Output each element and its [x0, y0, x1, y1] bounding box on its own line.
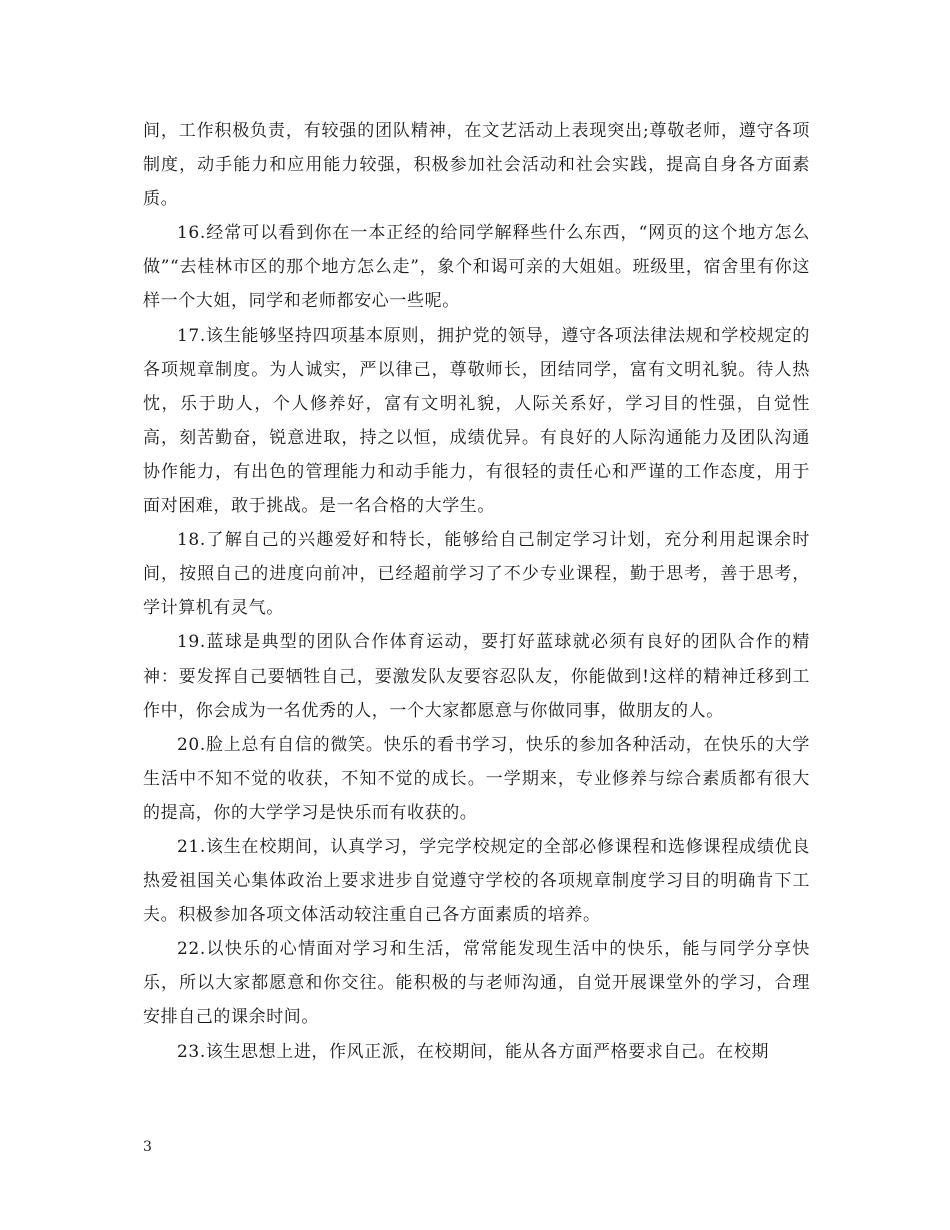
- paragraph-continuation: 间，工作积极负责，有较强的团队精神，在文艺活动上表现突出;尊敬老师，遵守各项制度，动手能力和应用能力较强，积极参加社会活动和社会实践，提高自身各方面素质。: [143, 121, 810, 210]
- paragraph-19: 19.蓝球是典型的团队合作体育运动，要打好蓝球就必须有良好的团队合作的精神：要发挥自己要牺牲自己，要激发队友要容忍队友，你能做到!这样的精神迁移到工作中，你会成为一名优秀的人，一个大家都愿意与你做同事，做朋友的人。: [143, 632, 810, 721]
- paragraph-22: 22.以快乐的心情面对学习和生活，常常能发现生活中的快乐，能与同学分享快乐，所以大家都愿意和你交往。能积极的与老师沟通，自觉开展课堂外的学习，合理安排自己的课余时间。: [143, 939, 810, 1028]
- page-number: 3: [143, 1139, 152, 1155]
- paragraph-21: 21.该生在校期间，认真学习，学完学校规定的全部必修课程和选修课程成绩优良热爱祖国关心集体政治上要求进步自觉遵守学校的各项规章制度学习目的明确肯下工夫。积极参加各项文体活动较注重自己各方面素质的培养。: [143, 836, 810, 926]
- paragraph-16: 16.经常可以看到你在一本正经的给同学解释些什么东西，“网页的这个地方怎么做”“去桂林市区的那个地方怎么走”，象个和谒可亲的大姐姐。班级里，宿舍里有你这样一个大姐，同学和老师都安心一些呢。: [143, 223, 810, 312]
- paragraph-23: 23.该生思想上进，作风正派，在校期间，能从各方面严格要求自己。在校期: [177, 1041, 770, 1062]
- paragraph-20: 20.脸上总有自信的微笑。快乐的看书学习，快乐的参加各种活动，在快乐的大学生活中不知不觉的收获，不知不觉的成长。一学期来，专业修养与综合素质都有很大的提高，你的大学学习是快乐而有收获的。: [143, 734, 810, 823]
- paragraph-17: 17.该生能够坚持四项基本原则，拥护党的领导，遵守各项法律法规和学校规定的各项规章制度。为人诚实，严以律己，尊敬师长，团结同学，富有文明礼貌。待人热忱，乐于助人，个人修养好，富有文明礼貌，人际关系好，学习目的性强，自觉性高，刻苦勤奋，锐意进取，持之以恒，成绩优异。有良好的人际沟通能力及团队沟通协作能力，有出色的管理能力和动手能力，有很轻的责任心和严谨的工作态度，用于面对困难，敢于挑战。是一名合格的大学生。: [143, 325, 810, 517]
- document-body: [143, 114, 810, 1069]
- paragraph-18: 18.了解自己的兴趣爱好和特长，能够给自己制定学习计划，充分利用起课余时间，按照自己的进度向前冲，已经超前学习了不少专业课程，勤于思考，善于思考，学计算机有灵气。: [143, 530, 810, 619]
